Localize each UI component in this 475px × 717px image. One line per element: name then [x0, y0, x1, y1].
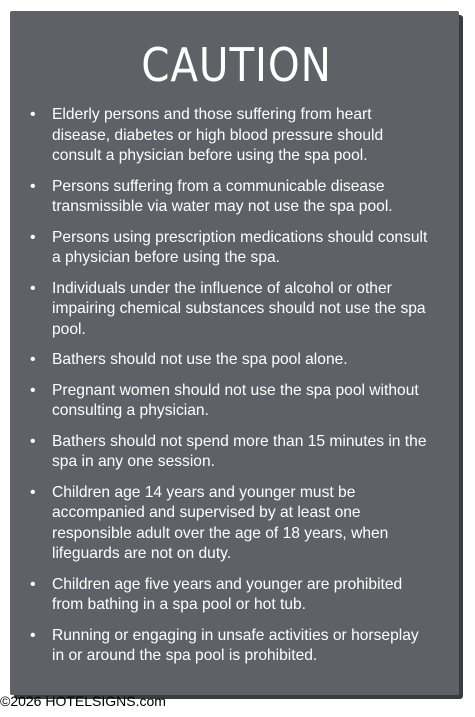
- rule-text: Persons suffering from a communicable disease transmissible via water may not use the spa pool.: [52, 177, 393, 215]
- rule-item: [30, 228, 433, 269]
- bullet-icon: •: [30, 177, 36, 195]
- rule-text: Individuals under the influence of alcohol or other impairing chemical substances should not use the spa pool.: [52, 279, 426, 338]
- bullet-icon: •: [30, 351, 36, 368]
- rule-text: Bathers should not spend more than 15 minutes in the spa in any one session.: [52, 432, 427, 470]
- caution-sign: [10, 11, 459, 695]
- bullet-icon: •: [30, 432, 36, 450]
- rule-item: [30, 626, 433, 667]
- rules-list: [30, 105, 433, 667]
- rule-text: Elderly persons and those suffering from heart disease, diabetes or high blood pressure should consult a physician before using the spa pool.: [52, 106, 384, 164]
- bullet-icon: •: [30, 279, 36, 297]
- sign-title: CAUTION: [141, 38, 332, 92]
- bullet-icon: •: [30, 626, 36, 644]
- rule-item: [30, 177, 433, 218]
- rule-text: Persons using prescription medications should consult a physician before using the spa.: [52, 228, 428, 266]
- copyright-text: ©2026 HOTELSIGNS.com: [0, 693, 166, 709]
- rule-text: Pregnant women should not use the spa pool without consulting a physician.: [52, 381, 419, 419]
- bullet-icon: •: [30, 381, 36, 399]
- rule-text: Bathers should not use the spa pool alone.: [52, 351, 348, 368]
- bullet-icon: •: [30, 106, 36, 123]
- rule-item: [30, 432, 433, 473]
- bullet-icon: •: [30, 483, 36, 501]
- rule-text: Children age five years and younger are prohibited from bathing in a spa pool or hot tub.: [52, 575, 403, 613]
- rule-item: [30, 279, 433, 341]
- rule-text: Running or engaging in unsafe activities or horseplay in or around the spa pool is prohibited.: [52, 626, 419, 664]
- rule-item: [30, 483, 433, 565]
- rule-item: [30, 575, 433, 616]
- rule-text: Children age 14 years and younger must be accompanied and supervised by at least one responsible adult over the age of 18 years, when lifeguards are not on duty.: [52, 483, 389, 562]
- rule-item: [30, 350, 433, 371]
- bullet-icon: •: [30, 228, 36, 246]
- bullet-icon: •: [30, 575, 36, 593]
- rule-item: [30, 381, 433, 422]
- rule-item: [30, 105, 433, 167]
